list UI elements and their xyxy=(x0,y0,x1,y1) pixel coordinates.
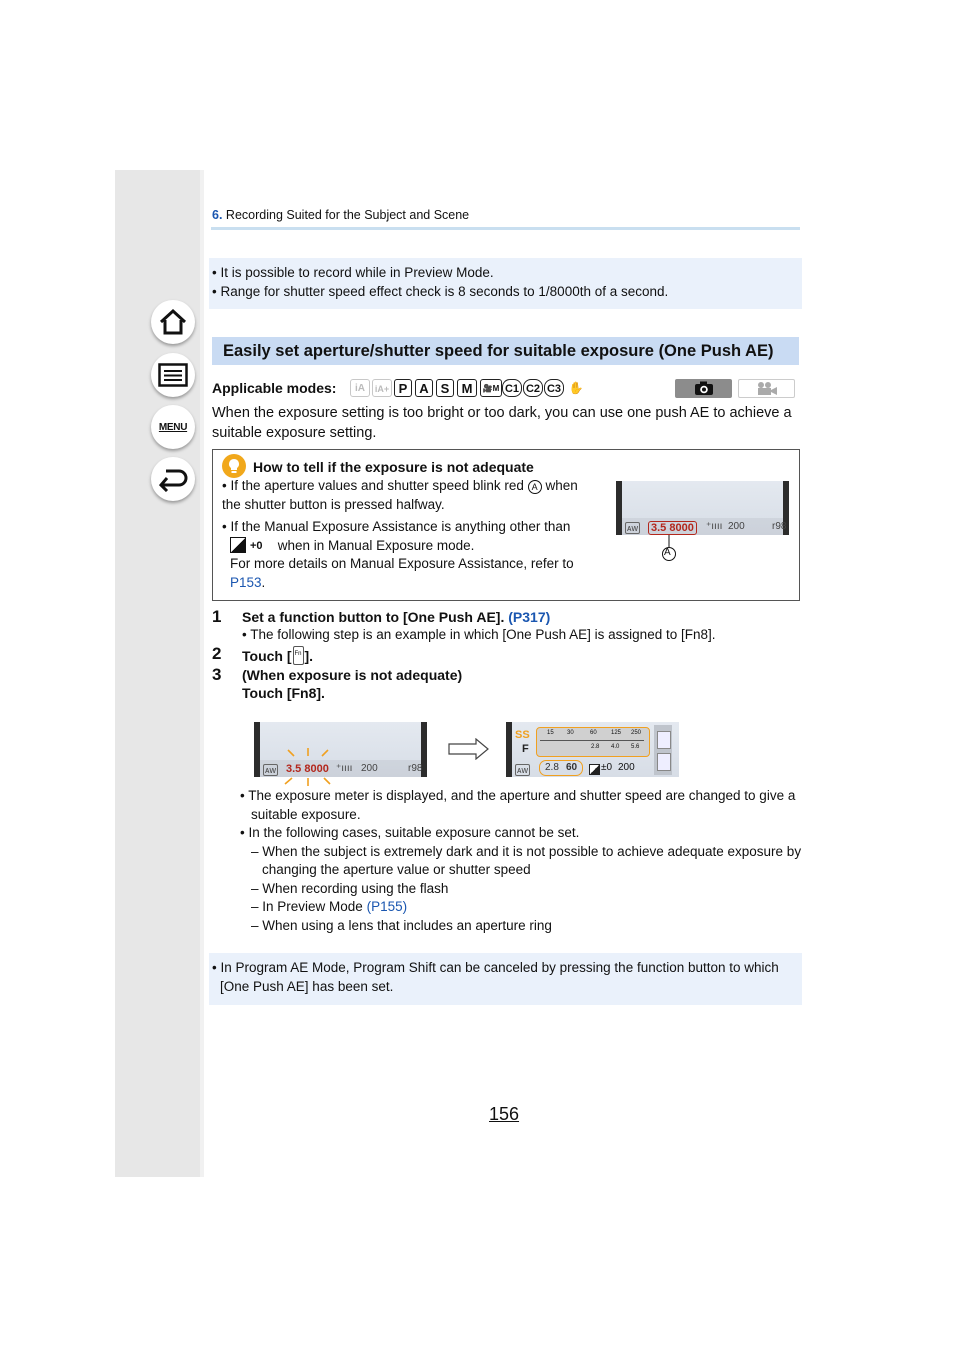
mode-c3-icon: C3 xyxy=(544,379,564,397)
ss-scale-15: 15 xyxy=(547,730,554,736)
result-case-3 xyxy=(240,898,802,917)
tip-bullet-2-line2: when in Manual Exposure mode. xyxy=(277,537,475,553)
ss-scale-125: 125 xyxy=(611,730,622,736)
step-2-number: 2 xyxy=(212,644,222,663)
result-case-2: – When recording using the flash xyxy=(251,880,449,896)
ss-label: SS xyxy=(515,729,530,741)
result-case-1: – When the subject is extremely dark and it is not possible to achieve adequate exposure by changing the aperture value or shutter speed xyxy=(251,843,802,877)
mode-a-icon: A xyxy=(415,379,433,397)
p155-link[interactable]: (P155) xyxy=(366,899,408,914)
exposure-assist-icon: +0 xyxy=(230,537,274,553)
header-rule xyxy=(211,227,800,230)
step-3-line-1: (When exposure is not adequate) xyxy=(242,667,463,683)
screen1-marker-label: A xyxy=(664,547,671,558)
chapter-title: Recording Suited for the Subject and Scene xyxy=(225,208,470,222)
list-icon xyxy=(158,363,188,387)
sidebar-edge xyxy=(200,170,204,1177)
tip-bullet-1-tail: when the shutter button is pressed halfway. xyxy=(222,478,578,512)
bottom-note-box xyxy=(209,953,802,1005)
tip-bullet-2-line3: For more details on Manual Exposure Assistance, refer to xyxy=(230,556,574,571)
exposure-meter xyxy=(536,727,650,757)
result-case-3-text: – In Preview Mode xyxy=(251,899,363,914)
contents-button[interactable] xyxy=(151,353,195,397)
menu-label: MENU xyxy=(158,421,188,433)
modes-label: Applicable modes: xyxy=(212,380,337,396)
mode-ia-icon: iA xyxy=(350,379,370,397)
mode-s-icon: S xyxy=(436,379,454,397)
screen2-frames: r98 xyxy=(408,763,423,774)
step-3-line-2: Touch [Fn8]. xyxy=(242,685,325,701)
side-tab-panel xyxy=(654,725,672,775)
right-arrow-icon xyxy=(448,738,490,760)
ss-scale-30: 30 xyxy=(567,730,574,736)
tip-bullet-1-text: • If the aperture values and shutter speed blink red xyxy=(222,478,524,493)
blink-rays-icon xyxy=(280,748,335,786)
photo-mode-badge xyxy=(675,379,732,398)
meter-icon: ⁺ıııı xyxy=(336,763,353,774)
wb-icon: ᴀᴡ xyxy=(517,765,528,775)
screen3-shutter: 60 xyxy=(566,762,578,773)
mode-creative-control-icon: ✋ xyxy=(568,381,584,395)
step-1-text xyxy=(242,609,550,625)
ev-icon xyxy=(589,764,600,775)
screen1-iso: 200 xyxy=(728,521,745,532)
result-notes xyxy=(240,787,802,935)
camera-icon xyxy=(694,381,714,396)
home-button[interactable] xyxy=(151,300,195,344)
ss-scale-250: 250 xyxy=(631,730,642,736)
result-note-1: • The exposure meter is displayed, and the aperture and shutter speed are changed to give a suitable exposure. xyxy=(240,788,796,822)
screen3-ev: ±0 xyxy=(601,762,613,773)
camera-screen-3 xyxy=(506,722,679,777)
mode-creative-video-icon: 🎥M xyxy=(480,379,502,397)
section-title: Easily set aperture/shutter speed for suitable exposure (One Push AE) xyxy=(212,337,799,365)
meter-icon: ⁺ıııı xyxy=(706,521,723,532)
step-1-note: • The following step is an example in which [One Push AE] is assigned to [Fn8]. xyxy=(242,627,716,642)
screen3-aperture: 2.8 xyxy=(545,762,559,773)
fn-tab-icon[interactable]: Fn xyxy=(293,646,304,665)
screen3-iso: 200 xyxy=(618,762,635,773)
step-1-number: 1 xyxy=(212,607,222,626)
step-2-text xyxy=(242,646,313,665)
home-icon xyxy=(158,308,188,336)
page-number: 156 xyxy=(489,1104,520,1124)
f-label: F xyxy=(522,743,529,755)
top-note-1: • It is possible to record while in Preview Mode. xyxy=(212,265,494,280)
screen2-aperture-shutter: 3.5 8000 xyxy=(286,763,329,775)
video-mode-badge xyxy=(738,379,795,398)
screen2-iso: 200 xyxy=(361,763,378,774)
camera-screen-1 xyxy=(616,481,789,535)
step-2-label: Touch [ xyxy=(242,647,292,664)
wb-icon: ᴀᴡ xyxy=(627,523,638,533)
result-case-4: – When using a lens that includes an aperture ring xyxy=(251,917,552,933)
step-1-label: Set a function button to [One Push AE]. xyxy=(242,609,505,625)
marker-a: A xyxy=(528,480,542,494)
mode-c2-icon: C2 xyxy=(523,379,543,397)
screen1-frames: r98 xyxy=(772,521,787,532)
tip-title: How to tell if the exposure is not adequate xyxy=(253,459,534,475)
mode-m-icon: M xyxy=(457,379,477,397)
tip-period: . xyxy=(261,574,266,590)
top-note-2: • Range for shutter speed effect check is 8 seconds to 1/8000th of a second. xyxy=(212,283,669,299)
screen1-aperture-shutter: 3.5 8000 xyxy=(648,521,697,535)
tip-bullet-2-line1: • If the Manual Exposure Assistance is anything other than xyxy=(222,519,571,534)
tip-bullet-1 xyxy=(222,477,592,514)
result-note-2: • In the following cases, suitable exposure cannot be set. xyxy=(240,825,580,840)
mode-ia-plus-icon: iA+ xyxy=(372,379,392,397)
chapter-number: 6. xyxy=(212,208,223,222)
ss-scale-60: 60 xyxy=(590,730,597,736)
p317-link[interactable]: (P317) xyxy=(508,609,551,625)
f-scale-56: 5.6 xyxy=(631,744,640,750)
step-2-close: ]. xyxy=(304,647,314,664)
top-note-box xyxy=(209,258,802,309)
back-button[interactable] xyxy=(151,457,195,501)
f-scale-40: 4.0 xyxy=(611,744,620,750)
wb-icon: ᴀᴡ xyxy=(265,765,276,775)
video-camera-icon xyxy=(756,381,778,396)
menu-button[interactable] xyxy=(151,405,195,449)
tip-bulb-icon xyxy=(222,454,246,478)
mode-c1-icon: C1 xyxy=(502,379,522,397)
bottom-note: • In Program AE Mode, Program Shift can be canceled by pressing the function button to which [One Push AE] has been set. xyxy=(212,960,779,994)
intro-paragraph: When the exposure setting is too bright or too dark, you can use one push AE to achieve a suitable exposure setting. xyxy=(212,405,792,441)
p153-link[interactable]: P153 xyxy=(230,574,262,590)
step-3-number: 3 xyxy=(212,665,222,684)
f-scale-28: 2.8 xyxy=(591,744,600,750)
tip-bullet-2 xyxy=(222,518,592,592)
mode-p-icon: P xyxy=(394,379,412,397)
chapter-header xyxy=(212,208,469,222)
return-icon xyxy=(158,466,188,492)
